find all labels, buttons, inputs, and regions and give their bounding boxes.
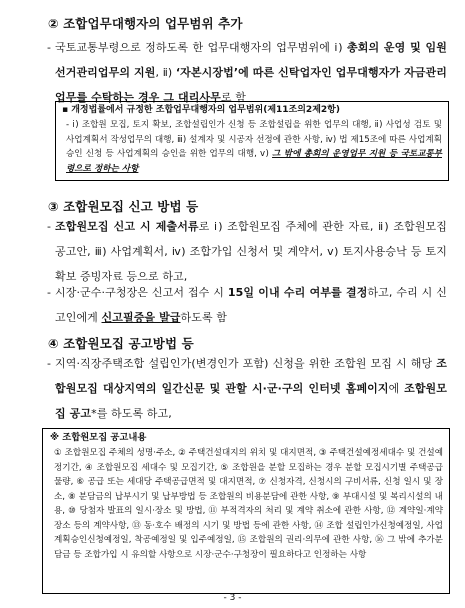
section-2-paragraph: - 국토교통부령으로 정하도록 한 업무대행자의 업무범위에 ⅰ) 총회의 운영 및 임원 선거관리업무의 지원, ⅱ) ‘자본시장법’에 따른 신탁업자인 업무대행자가 자금관리업무를 수탁하는 경우 그 대리사무로 함 xyxy=(47,41,447,104)
section-4-heading: ④ 조합원모집 공고방법 등 xyxy=(48,336,194,351)
amendment-scope-box-content: - ⅰ) 조합원 모집, 토지 확보, 조합설립인가 신청 등 조합설립을 위한 업무의 대행, ⅱ) 사업성 검토 및 사업계획서 작성업무의 대행, ⅲ) 설계자 및 시공자 선정에 관한 사항, ⅳ) 법 제15조에 따른 사업계획승인 신청 등 사업계획의 승인을 위한 업무의 대행, ⅴ) 그 밖에 총회의 운영업무 지원 등 국토교통부령으로 정하는 사항 xyxy=(66,119,442,175)
recruitment-notice-box xyxy=(42,428,450,594)
amendment-scope-box xyxy=(55,101,449,181)
amendment-scope-box-title: ▪ 개정법률에서 규정한 조합업무대행자의 업무범위(제11조의2제2항) xyxy=(62,105,340,115)
section-3-paragraph-1: - 조합원모집 신고 시 제출서류로 ⅰ) 조합원모집 주체에 관한 자료, ⅱ) 조합원모집 공고안, ⅲ) 사업계획서, ⅳ) 조합가입 신청서 및 계약서, ⅴ) 토지사용승낙 등 토지확보 증빙자료 등으로 하고, xyxy=(47,220,448,283)
section-4-paragraph: - 지역·직장주택조합 설립인가(변경인가 포함) 신청을 위한 조합원 모집 시 해당 조합원모집 대상지역의 일간신문 및 관할 시·군·구의 인터넷 홈페이지에 조합원모집 공고*를 하도록 하고, xyxy=(47,357,447,420)
page-number: - 3 - xyxy=(223,593,242,603)
section-3-paragraph-2: - 시장·군수·구청장은 신고서 접수 시 15일 이내 수리 여부를 결정하고, 수리 시 신고인에게 신고필증을 발급하도록 함 xyxy=(47,286,447,324)
section-3-heading: ③ 조합원모집 신고 방법 등 xyxy=(48,199,199,214)
section-2-heading: ② 조합업무대행자의 업무범위 추가 xyxy=(48,16,243,31)
recruitment-notice-box-title: ※ 조합원모집 공고내용 xyxy=(50,432,147,443)
recruitment-notice-box-content: ① 조합원모집 주체의 성명·주소, ② 주택건설대지의 위치 및 대지면적, ③ 주택건설예정세대수 및 건설예정기간, ④ 조합원모집 세대수 및 모집기간, ⑤ 조합원을 분할 모집하는 경우 분할 모집시기별 주택공급 물량, ⑥ 공급 또는 세대당 주택공급면적 및 대지면적, ⑦ 신청자격, 신청시의 구비서류, 신청 일시 및 장소, ⑧ 분담금의 납부시기 및 납부방법 등 조합원의 비용분담에 관한 사항, ⑨ 부대시설 및 복리시설의 내용, ⑩ 당첨자 발표의 일시·장소 및 방법, ⑪ 부적격자의 처리 및 계약 취소에 관한 사항, ⑫ 계약일·계약장소 등의 계약사항, ⑬ 동·호수 배정의 시기 및 방법 등에 관한 사항, ⑭ 조합 설립인가신청예정일, 사업계획승인신청예정일, 착공예정일 및 입주예정일, ⑮ 조합원의 권리·의무에 관한 사항, ⑯ 그 밖에 추가분담금 등 조합가입 시 유의할 사항으로 시장·군수·구청장이 필요하다고 인정하는 사항 xyxy=(54,448,443,560)
